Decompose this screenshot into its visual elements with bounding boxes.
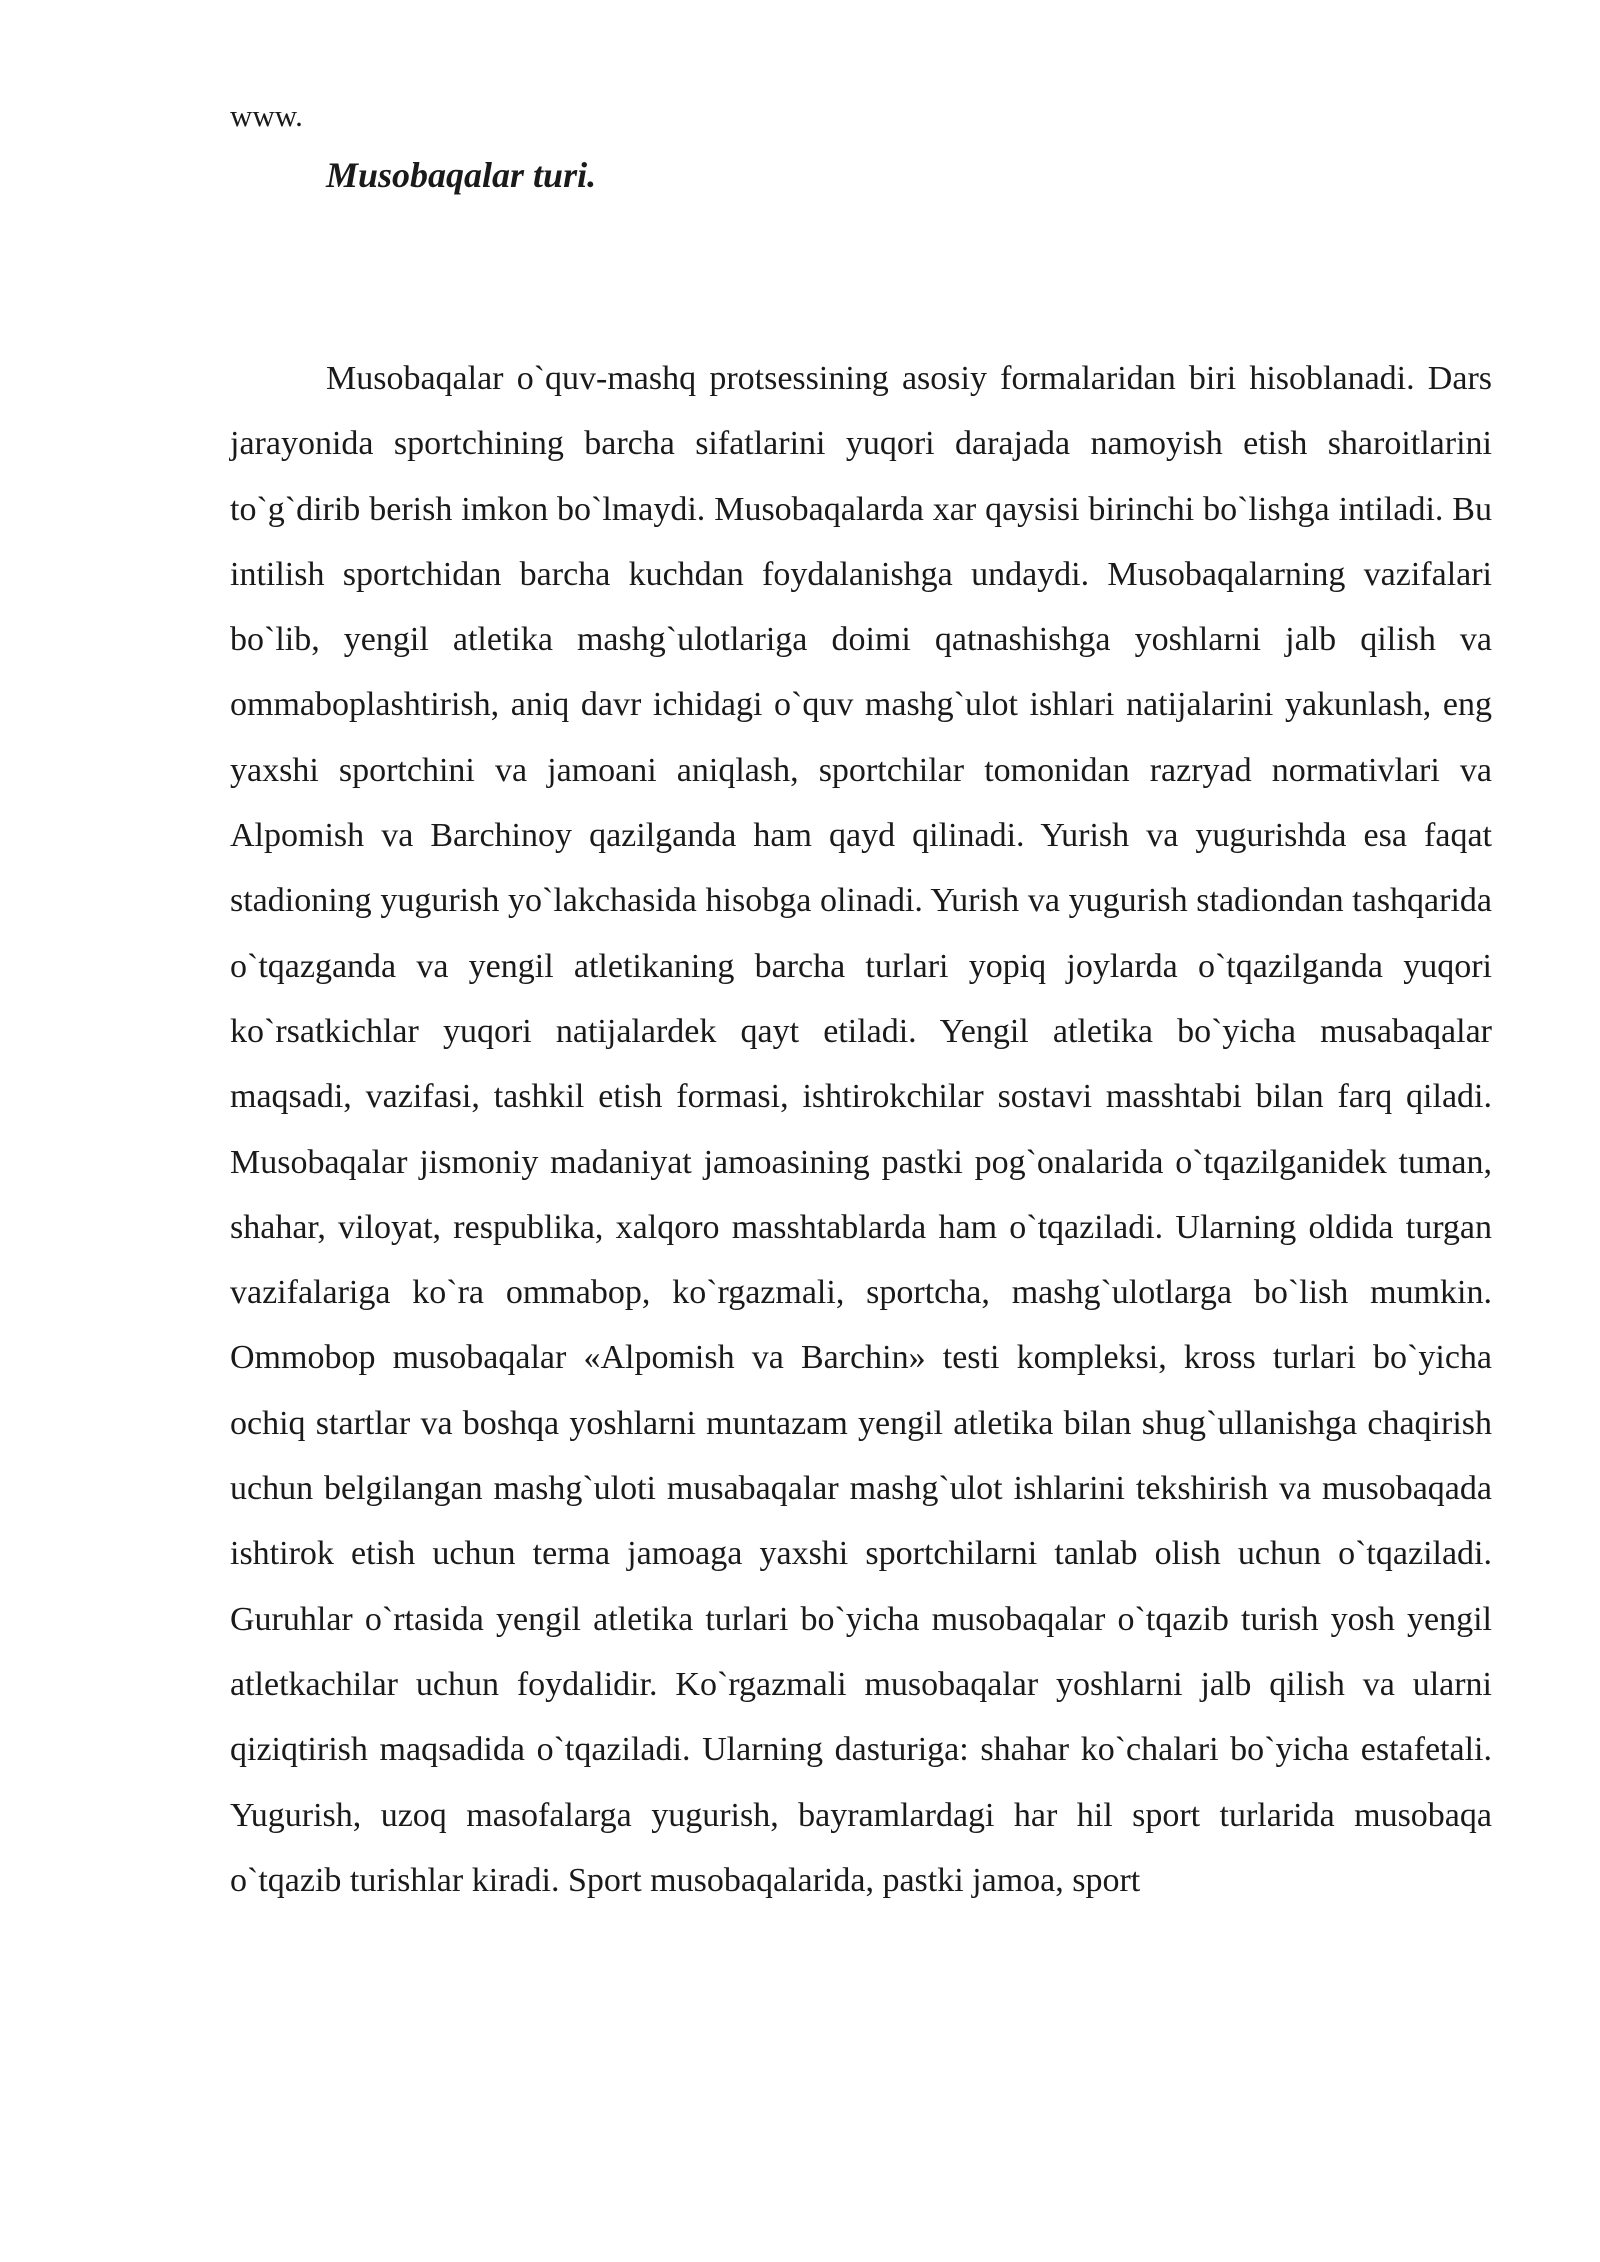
body-paragraph: Musobaqalar o`quv-mashq protsessining asosiy formalaridan biri hisoblanadi. Dars jarayonida sportchining barcha sifatlarini yuqori darajada namoyish etish sharoitlarini to`g`dirib berish imkon bo`lmaydi. Musobaqalarda xar qaysisi birinchi bo`lishga intiladi. Bu intilish sportchidan barcha kuchdan foydalanishga undaydi. Musobaqalarning vazifalari bo`lib, yengil atletika mashg`ulotlariga doimi qatnashishga yoshlarni jalb qilish va ommaboplashtirish, aniq davr ichidagi o`quv mashg`ulot ishlari natijalarini yakunlash, eng yaxshi sportchini va jamoani aniqlash, sportchilar tomonidan razryad normativlari va Alpomish va Barchinoy qazilganda ham qayd qilinadi. Yurish va yugurishda esa faqat stadioning yugurish yo`lakchasida hisobga olinadi. Yurish va yugurish stadiondan tashqarida o`tqazganda va yengil atletikaning barcha turlari yopiq joylarda o`tqazilganda yuqori ko`rsatkichlar yuqori natijalardek qayt etiladi. Yengil atletika bo`yicha musabaqalar maqsadi, vazifasi, tashkil etish formasi, ishtirokchilar sostavi masshtabi bilan farq qiladi. Musobaqalar jismoniy madaniyat jamoasining pastki pog`onalarida o`tqazilganidek tuman, shahar, viloyat, respublika, xalqoro masshtablarda ham o`tqaziladi. Ularning oldida turgan vazifalariga ko`ra ommabop, ko`rgazmali, sportcha, mashg`ulotlarga bo`lish mumkin. Ommobop musobaqalar «Alpomish va Barchin» testi kompleksi, kross turlari bo`yicha ochiq startlar va boshqa yoshlarni muntazam yengil atletika bilan shug`ullanishga chaqirish uchun belgilangan mashg`uloti musabaqalar mashg`ulot ishlarini tekshirish va musobaqada ishtirok etish uchun terma jamoaga yaxshi sportchilarni tanlab olish uchun o`tqaziladi. Guruhlar o`rtasida yengil atletika turlari bo`yicha musobaqalar o`tqazib turish yosh yengil atletkachilar uchun foydalidir. Ko`rgazmali musobaqalar yoshlarni jalb qilish va ularni qiziqtirish maqsadida o`tqaziladi. Ularning dasturiga: shahar ko`chalari bo`yicha estafetali. Yugurish, uzoq masofalarga yugurish, bayramlardagi har hil sport turlarida musobaqa o`tqazib turishlar kiradi. Sport musobaqalarida, pastki jamoa, sport — [230, 360, 1492, 1899]
document-title: Musobaqalar turi. — [326, 155, 597, 195]
header-url-text: www. — [230, 98, 303, 133]
